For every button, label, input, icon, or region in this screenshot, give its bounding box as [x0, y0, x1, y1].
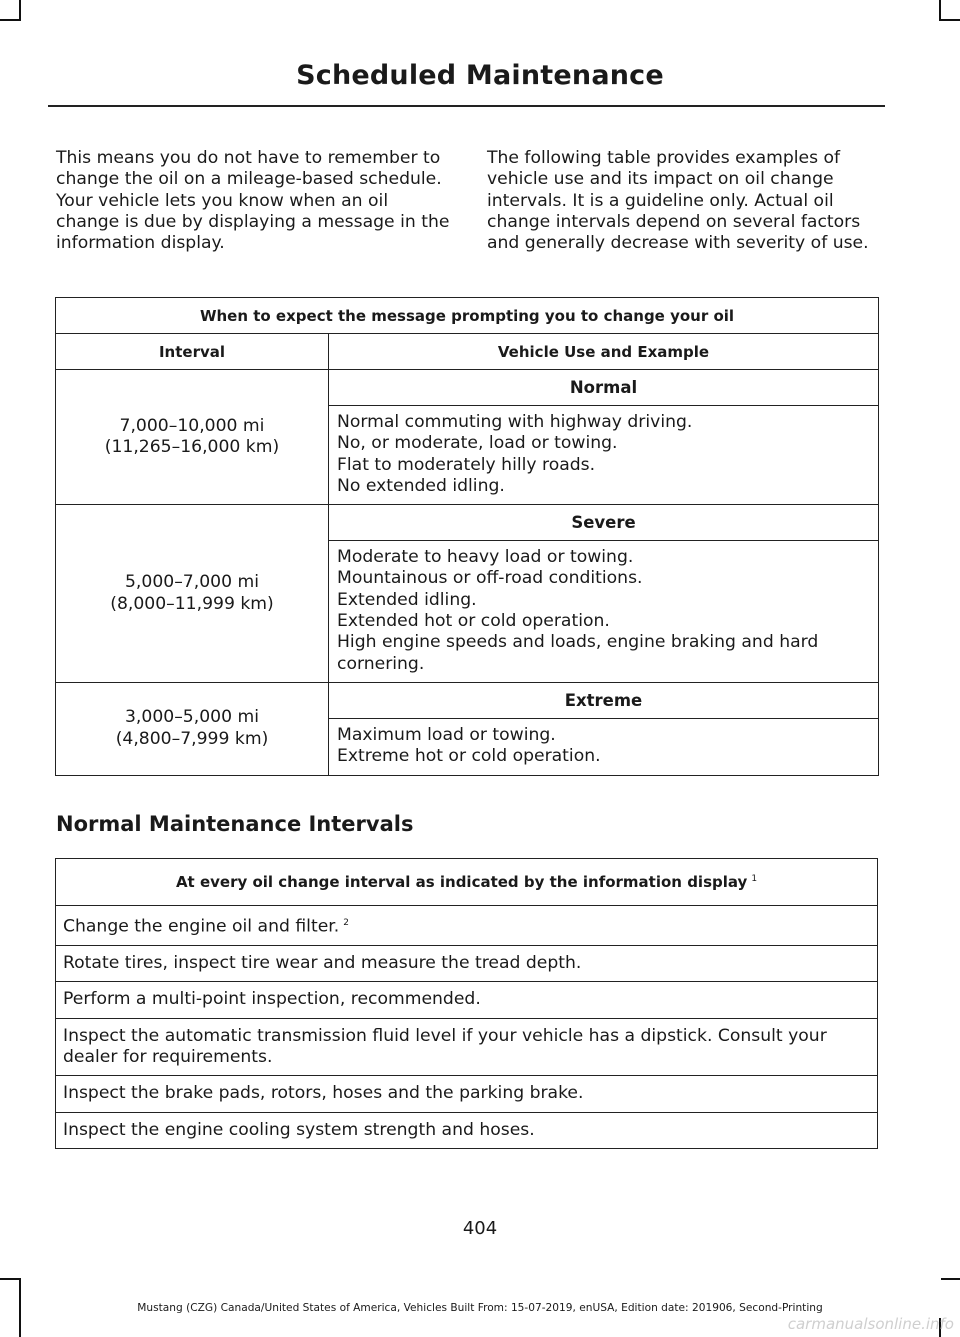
usage-severe [329, 541, 879, 683]
crop-mark [0, 1278, 19, 1280]
footnote-marker: 2 [343, 918, 349, 928]
usage-normal [329, 406, 879, 505]
crop-mark [941, 1278, 960, 1280]
usage-line: High engine speeds and loads, engine braking and hard cornering. [337, 632, 819, 674]
intro-right-text: The following table provides examples of vehicle use and its impact on oil change intervals. It is a guideline only. Actual oil change intervals depend on several factors and generally decrease with severity of use. [487, 148, 869, 254]
maint-row: Inspect the brake pads, rotors, hoses and the parking brake. [56, 1076, 878, 1112]
intro-left-column [56, 148, 451, 254]
interval-normal [56, 370, 329, 505]
usage-line: No, or moderate, load or towing. [337, 433, 618, 454]
oil-table-caption: When to expect the message prompting you to change your oil [56, 298, 879, 334]
footer-text: Mustang (CZG) Canada/United States of America, Vehicles Built From: 15-07-2019, enUSA, Edition date: 201906, Second-Printing [137, 1302, 823, 1314]
maint-row: Rotate tires, inspect tire wear and measure the tread depth. [56, 946, 878, 982]
usage-line: Flat to moderately hilly roads. [337, 454, 596, 475]
usage-line: Moderate to heavy load or towing. [337, 547, 634, 568]
maint-row: Perform a multi-point inspection, recommended. [56, 982, 878, 1018]
crop-mark [939, 0, 941, 21]
crop-mark [941, 19, 960, 21]
interval-mi: 7,000–10,000 mi [119, 415, 265, 436]
usage-line: Maximum load or towing. [337, 724, 556, 745]
interval-mi: 5,000–7,000 mi [125, 572, 259, 593]
crop-mark [19, 0, 21, 21]
interval-extreme [56, 682, 329, 775]
oil-change-table [55, 297, 879, 776]
category-severe: Severe [329, 505, 879, 541]
usage-line: Normal commuting with highway driving. [337, 412, 693, 432]
usage-extreme [329, 718, 879, 775]
watermark: carmanualsonline.info [787, 1315, 954, 1333]
usage-line: No extended idling. [337, 475, 505, 496]
maint-caption-text: At every oil change interval as indicated by the information display [175, 873, 748, 891]
page-number: 404 [462, 1218, 498, 1239]
maintenance-table [55, 858, 878, 1149]
interval-mi: 3,000–5,000 mi [125, 707, 259, 728]
category-normal: Normal [329, 370, 879, 406]
interval-severe [56, 505, 329, 683]
header-divider [48, 105, 885, 107]
usage-line: Extreme hot or cold operation. [337, 746, 601, 767]
page-title: Scheduled Maintenance [296, 60, 664, 91]
usage-line: Mountainous or off-road conditions. [337, 568, 643, 589]
col-header-interval: Interval [56, 334, 329, 370]
usage-line: Extended idling. [337, 589, 477, 610]
intro-left-text: This means you do not have to remember to change the oil on a mileage-based schedule. Your vehicle lets you know when an oil change is due by displaying a message in the information display. [56, 148, 450, 254]
category-extreme: Extreme [329, 682, 879, 718]
maint-row: Inspect the engine cooling system strength and hoses. [56, 1112, 878, 1148]
maint-row: Inspect the automatic transmission fluid level if your vehicle has a dipstick. Consult your dealer for requirements. [56, 1018, 878, 1076]
crop-mark [0, 19, 19, 21]
usage-line: Extended hot or cold operation. [337, 611, 610, 632]
maint-row [56, 906, 878, 946]
interval-km: (11,265–16,000 km) [104, 437, 280, 458]
footnote-marker: 1 [751, 874, 758, 884]
maint-table-caption [56, 859, 878, 906]
col-header-vehicle-use: Vehicle Use and Example [329, 334, 879, 370]
interval-km: (4,800–7,999 km) [115, 728, 269, 749]
section-heading: Normal Maintenance Intervals [56, 812, 414, 836]
interval-km: (8,000–11,999 km) [110, 593, 274, 614]
intro-right-column [487, 148, 882, 254]
maint-row-text: Change the engine oil and filter. [63, 916, 340, 937]
